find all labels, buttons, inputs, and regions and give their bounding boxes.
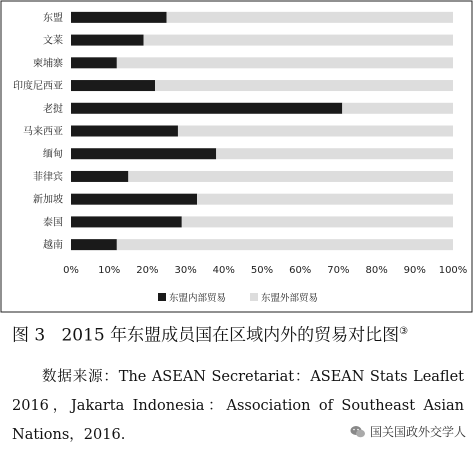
- bar-extra-asean: [216, 148, 453, 159]
- bar-extra-asean: [128, 171, 453, 182]
- category-label: 老挝: [43, 103, 63, 115]
- category-label: 新加坡: [33, 194, 63, 206]
- bar-intra-asean: [71, 239, 117, 250]
- bar-extra-asean: [117, 239, 453, 250]
- x-tick-label: 70%: [327, 265, 350, 276]
- bar-intra-asean: [71, 171, 128, 182]
- category-label: 东盟: [43, 12, 63, 24]
- x-tick-label: 20%: [136, 265, 159, 276]
- bar-extra-asean: [178, 126, 453, 137]
- bar-intra-asean: [71, 126, 178, 137]
- category-label: 柬埔寨: [33, 58, 63, 70]
- category-label: 越南: [43, 240, 63, 252]
- x-tick-label: 50%: [250, 265, 274, 276]
- bar-intra-asean: [71, 103, 342, 114]
- bar-extra-asean: [117, 57, 453, 68]
- figure-caption: [12, 320, 474, 348]
- source-note: 数据来源：The ASEAN Secretariat：ASEAN Stats Leaflet 2016，Jakarta Indonesia：Association of Southeast Asian Nations，2016.: [12, 369, 464, 443]
- bar-intra-asean: [71, 35, 144, 46]
- bar-extra-asean: [155, 80, 453, 91]
- bar-intra-asean: [71, 216, 182, 227]
- x-tick-label: 30%: [174, 265, 197, 276]
- bar-extra-asean: [144, 35, 453, 46]
- caption-label: 图 3: [12, 325, 46, 346]
- bar-extra-asean: [182, 216, 453, 227]
- x-tick-label: 60%: [289, 265, 312, 276]
- category-label: 马来西亚: [23, 126, 63, 138]
- bar-intra-asean: [71, 194, 197, 205]
- bar-intra-asean: [71, 57, 117, 68]
- bar-intra-asean: [71, 12, 167, 23]
- legend-label: 东盟外部贸易: [261, 293, 319, 304]
- category-label: 文莱: [43, 35, 63, 47]
- category-label: 泰国: [43, 217, 63, 229]
- bar-extra-asean: [167, 12, 454, 23]
- caption-text: 2015 年东盟成员国在区域内外的贸易对比图: [61, 325, 400, 346]
- x-tick-label: 0%: [63, 265, 79, 276]
- x-tick-label: 10%: [98, 265, 121, 276]
- caption-note-mark: ③: [399, 326, 409, 337]
- x-tick-label: 90%: [403, 265, 426, 276]
- category-label: 菲律宾: [33, 171, 63, 183]
- category-label: 印度尼西亚: [13, 81, 63, 93]
- legend-swatch: [250, 293, 258, 301]
- x-tick-label: 80%: [365, 265, 388, 276]
- wechat-icon: [350, 425, 366, 439]
- watermark-text: 国关国政外交学人: [369, 425, 466, 439]
- bar-extra-asean: [197, 194, 453, 205]
- watermark: [346, 421, 470, 442]
- legend-label: 东盟内部贸易: [169, 293, 227, 304]
- x-tick-label: 100%: [438, 265, 468, 276]
- bar-extra-asean: [342, 103, 453, 114]
- x-tick-label: 40%: [212, 265, 235, 276]
- category-label: 缅甸: [43, 149, 63, 161]
- legend-swatch: [158, 293, 166, 301]
- bar-intra-asean: [71, 148, 216, 159]
- bar-intra-asean: [71, 80, 155, 91]
